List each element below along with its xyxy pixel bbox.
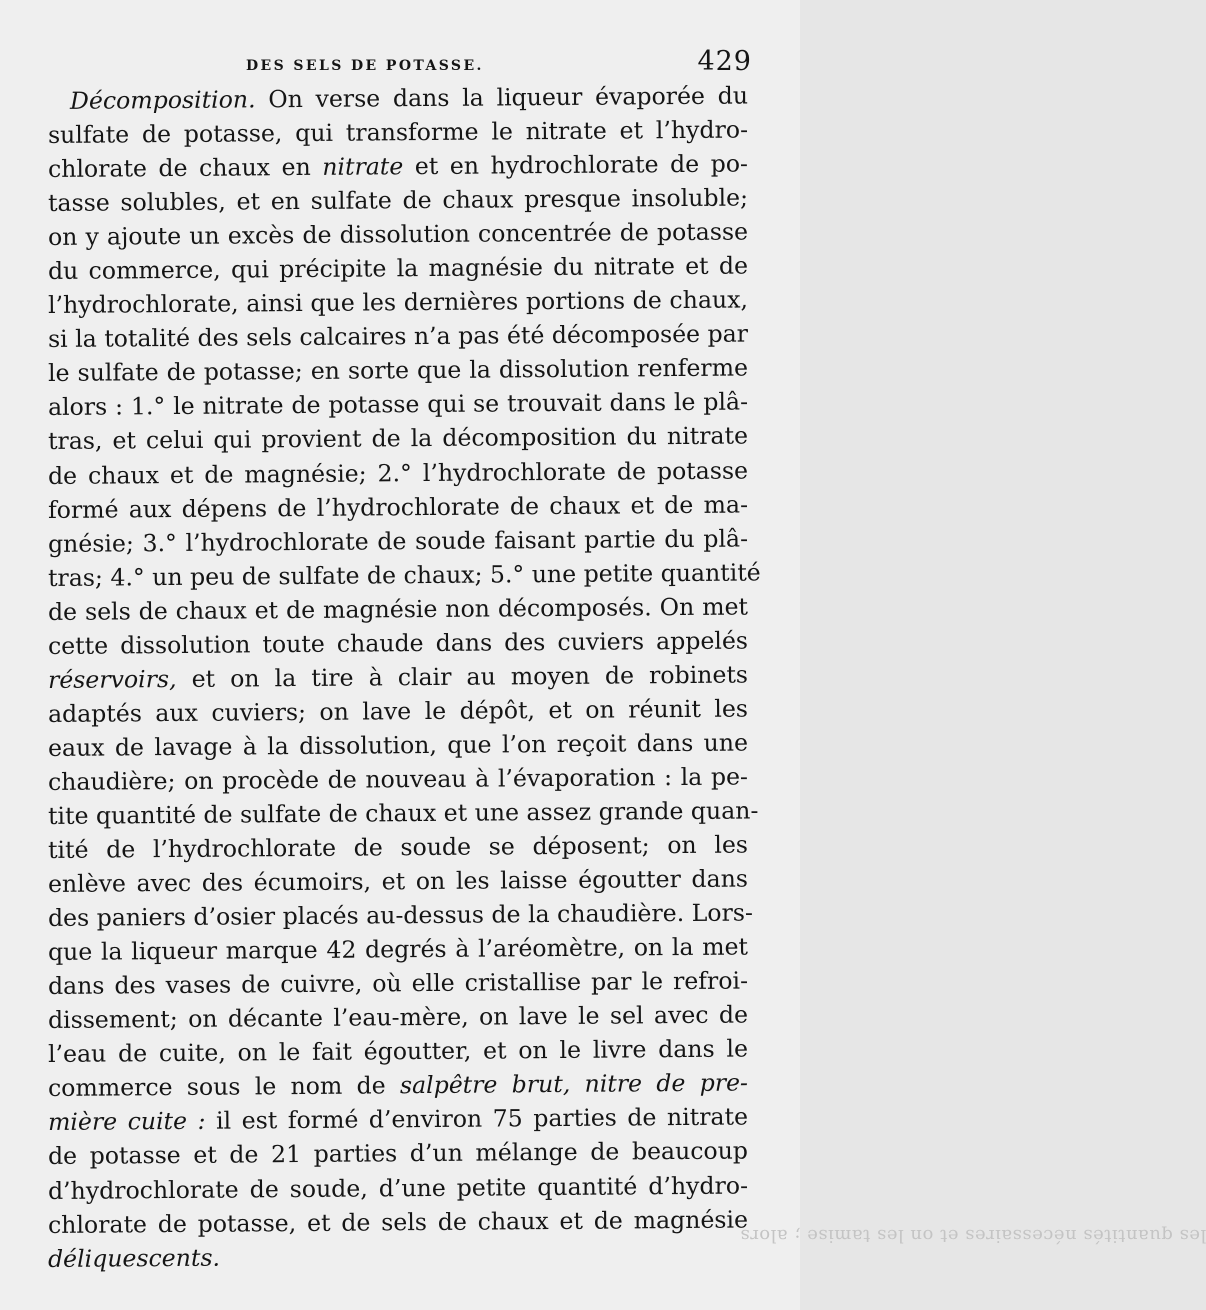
text-segment: alors : 1.° le nitrate de potasse qui se trouvait dans le plâ-	[47, 387, 749, 422]
text-line	[48, 1134, 748, 1174]
italic-segment: réservoirs,	[47, 664, 177, 694]
text-line	[47, 793, 759, 833]
text-segment: cette dissolution toute chaude dans des cuviers appelés	[47, 626, 749, 660]
text-segment: si la totalité des sels calcaires n’a pas été décomposée par	[47, 319, 749, 354]
text-line	[48, 521, 748, 561]
text-line	[48, 1236, 748, 1276]
text-line	[48, 657, 748, 697]
text-line	[48, 419, 748, 459]
text-line	[48, 181, 748, 221]
text-segment: et on la tire à clair au moyen de robinets	[176, 660, 749, 693]
text-line	[48, 691, 748, 731]
italic-segment: nitrate	[322, 152, 404, 181]
running-head: DES SELS DE POTASSE.	[246, 58, 484, 74]
text-segment: formé aux dépens de l’hydrochlorate de chaux et de ma-	[47, 490, 749, 524]
text-segment: des paniers d’osier placés au-dessus de la chaudière. Lors-	[47, 898, 753, 933]
text-segment: gnésie; 3.° l’hydrochlorate de soude faisant partie du plâ-	[47, 524, 749, 558]
text-segment: et en hydrochlorate de po-	[403, 149, 749, 181]
text-segment: On verse dans la liqueur évaporée du	[255, 81, 749, 114]
text-segment: le sulfate de potasse; en sorte que la dissolution renferme	[47, 353, 749, 388]
text-segment: que la liqueur marque 42 degrés à l’aréomètre, on la met	[47, 932, 749, 967]
text-line	[48, 828, 748, 868]
text-segment: il est formé d’environ 75 parties de nitrate	[205, 1102, 749, 1136]
text-line	[48, 215, 748, 255]
text-line	[48, 862, 748, 902]
text-line	[48, 623, 748, 663]
text-segment: d’hydrochlorate de soude, d’une petite quantité d’hydro-	[47, 1171, 749, 1205]
text-segment: dans des vases de cuivre, où elle cristallise par le refroi-	[47, 966, 749, 1001]
text-segment: enlève avec des écumoirs, et on les laisse égoutter dans	[47, 864, 749, 899]
text-segment: tasse solubles, et en sulfate de chaux presque insoluble;	[47, 183, 749, 218]
text-segment: tras; 4.° un peu de sulfate de chaux; 5.° une petite quantité	[47, 558, 761, 592]
text-segment: tité de l’hydrochlorate de soude se déposent; on les	[47, 830, 749, 865]
text-segment: dissement; on décante l’eau-mère, on lave le sel avec de	[47, 1000, 749, 1035]
text-line	[48, 79, 748, 119]
text-line	[48, 589, 748, 629]
text-segment: tras, et celui qui provient de la décomposition du nitrate	[47, 421, 749, 456]
text-segment: tite quantité de sulfate de chaux et une assez grande quan-	[47, 796, 759, 830]
text-segment: chlorate de chaux en	[47, 152, 323, 184]
text-line	[48, 147, 748, 187]
italic-segment: salpêtre brut, nitre de pre-	[399, 1068, 749, 1100]
text-segment: de chaux et de magnésie; 2.° l’hydrochlorate de potasse	[47, 456, 749, 490]
text-line	[47, 896, 753, 936]
text-segment: chaudière; on procède de nouveau à l’évaporation : la pe-	[47, 762, 749, 796]
text-segment: sulfate de potasse, qui transforme le nitrate et l’hydro-	[47, 115, 749, 150]
text-line	[48, 1202, 748, 1242]
italic-segment: mière cuite :	[47, 1107, 206, 1137]
text-segment: du commerce, qui précipite la magnésie du nitrate et de	[47, 251, 749, 286]
text-segment: l’hydrochlorate, ainsi que les dernières portions de chaux,	[47, 285, 749, 320]
italic-segment: déliquescents.	[47, 1243, 221, 1273]
text-line	[48, 487, 748, 527]
text-line	[48, 930, 748, 970]
body-text	[47, 81, 761, 1276]
text-segment: de potasse et de 21 parties d’un mélange de beaucoup	[47, 1136, 749, 1171]
text-segment: l’eau de cuite, on le fait égoutter, et on le livre dans le	[47, 1034, 749, 1069]
text-segment: commerce sous le nom de	[47, 1071, 401, 1103]
text-line	[48, 725, 748, 765]
bleed-through-text: les quantités nécessaires et on les tamise ; alors	[740, 1225, 1206, 1246]
text-segment: eaux de lavage à la dissolution, que l’on reçoit dans une	[47, 728, 749, 762]
text-segment: adaptés aux cuviers; on lave le dépôt, et on réunit les	[47, 694, 749, 728]
text-segment: on y ajoute un excès de dissolution concentrée de potasse	[47, 217, 749, 252]
text-segment: chlorate de potasse, et de sels de chaux et de magnésie	[47, 1205, 749, 1239]
text-line	[48, 1168, 748, 1208]
page-number: 429	[697, 46, 752, 77]
text-segment: de sels de chaux et de magnésie non décomposés. On met	[47, 592, 749, 626]
italic-segment: Décomposition.	[69, 85, 256, 115]
text-line	[48, 759, 748, 799]
text-line	[48, 113, 748, 153]
text-line	[48, 453, 748, 493]
text-line	[47, 555, 761, 595]
